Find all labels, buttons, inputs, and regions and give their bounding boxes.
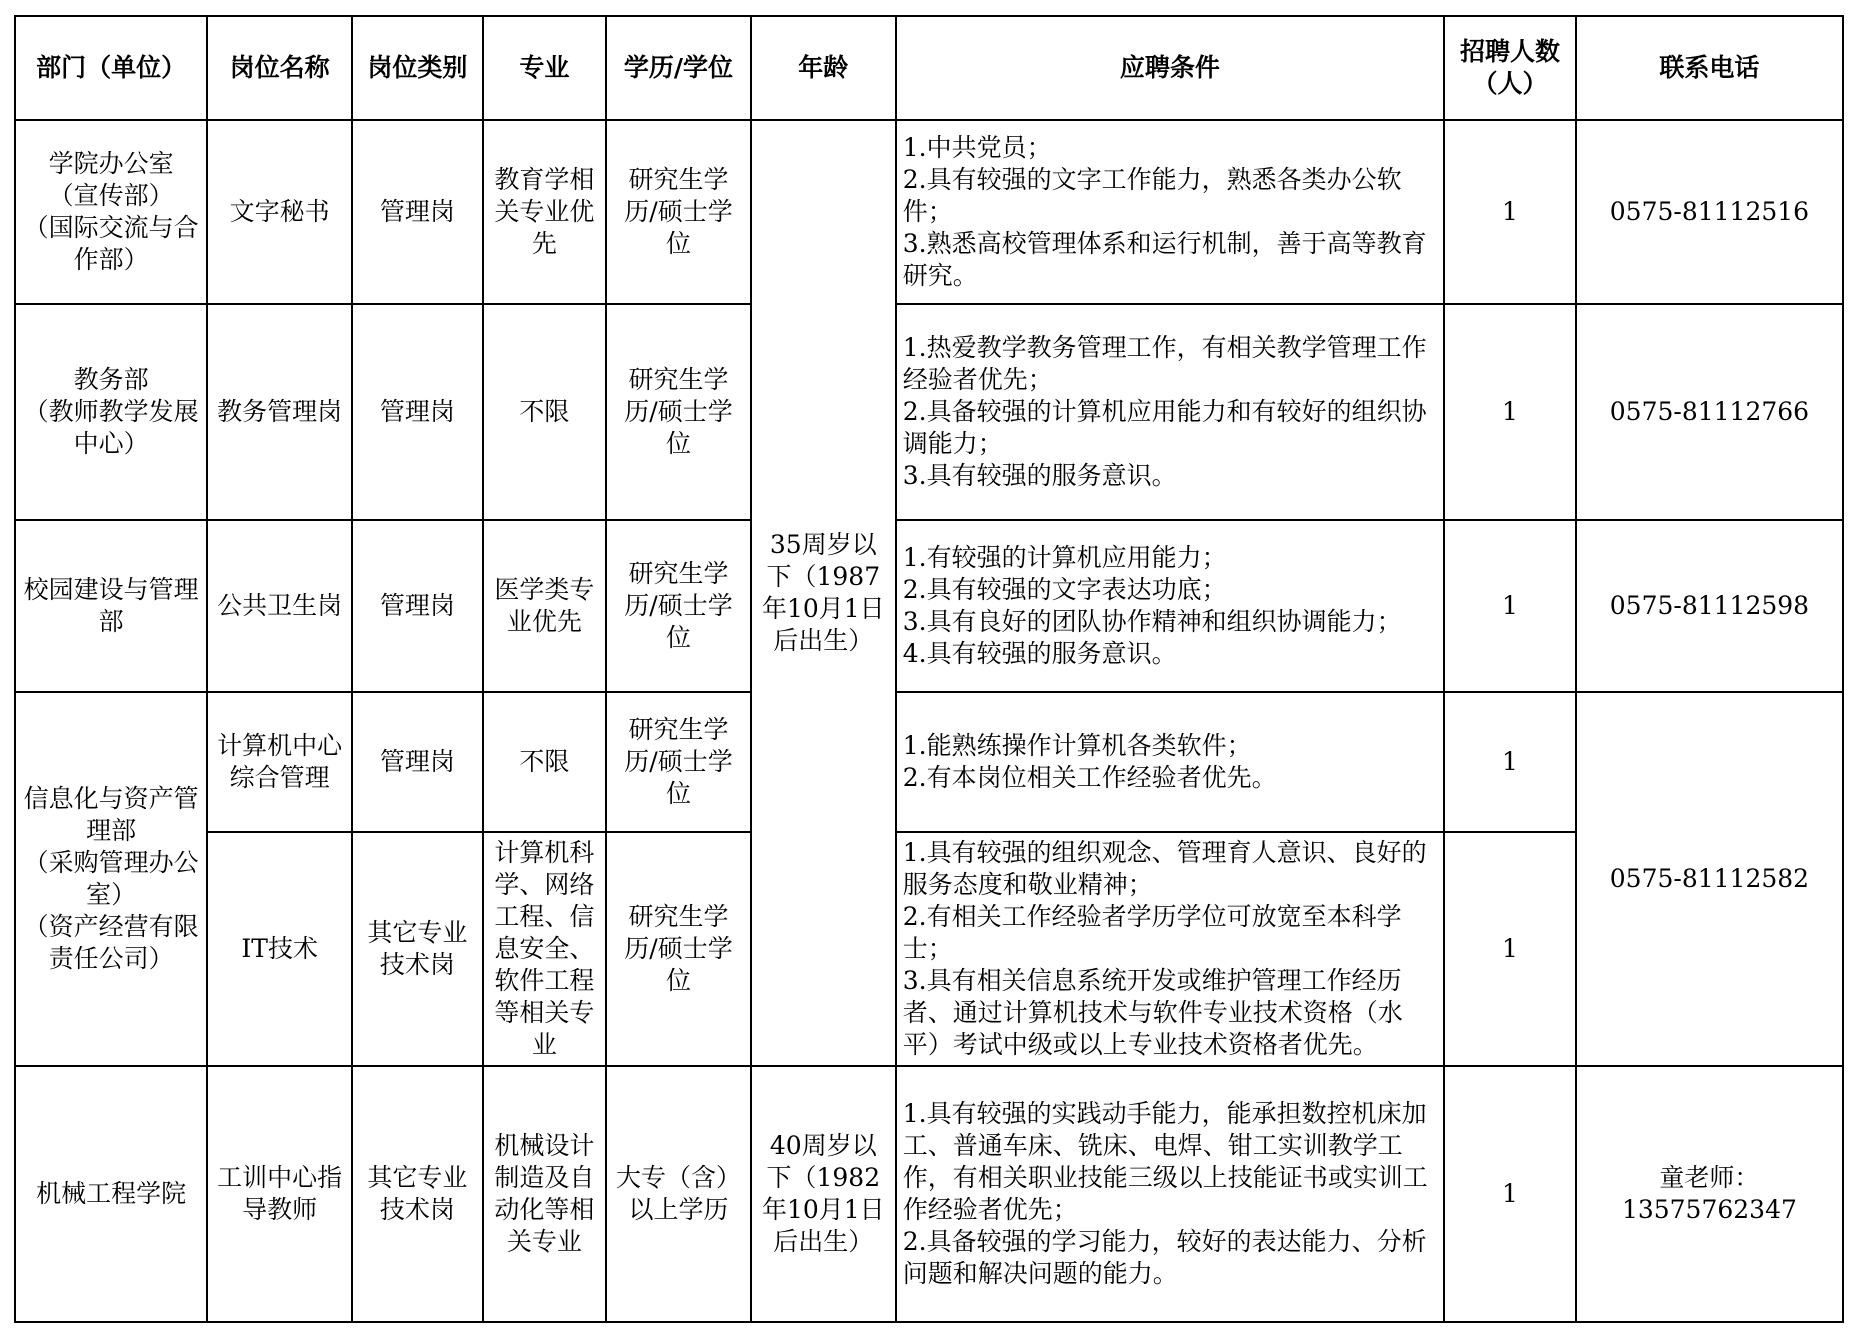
phone-cell: 0575-81112516 — [1576, 120, 1843, 304]
header-conditions: 应聘条件 — [896, 16, 1444, 120]
header-degree: 学历/学位 — [606, 16, 751, 120]
conditions-cell: 1.能熟练操作计算机各类软件； 2.有本岗位相关工作经验者优先。 — [896, 692, 1444, 832]
major-cell: 不限 — [483, 692, 606, 832]
age-cell: 40周岁以下（1982年10月1日后出生） — [751, 1066, 896, 1322]
category-cell: 其它专业技术岗 — [352, 1066, 483, 1322]
degree-cell: 研究生学历/硕士学位 — [606, 120, 751, 304]
header-count: 招聘人数 （人） — [1444, 16, 1576, 120]
degree-cell: 研究生学历/硕士学位 — [606, 692, 751, 832]
category-cell: 管理岗 — [352, 304, 483, 520]
header-major: 专业 — [483, 16, 606, 120]
header-position: 岗位名称 — [207, 16, 352, 120]
phone-cell: 0575-81112766 — [1576, 304, 1843, 520]
table-row — [15, 520, 1843, 692]
degree-cell: 研究生学历/硕士学位 — [606, 304, 751, 520]
major-cell: 教育学相关专业优先 — [483, 120, 606, 304]
position-cell: 公共卫生岗 — [207, 520, 352, 692]
dept-cell: 信息化与资产管理部 （采购管理办公室） （资产经营有限责任公司） — [15, 692, 207, 1066]
count-cell: 1 — [1444, 1066, 1576, 1322]
count-cell: 1 — [1444, 120, 1576, 304]
major-cell: 计算机科学、网络工程、信息安全、软件工程等相关专业 — [483, 832, 606, 1066]
conditions-cell: 1.具有较强的组织观念、管理育人意识、良好的服务态度和敬业精神； 2.有相关工作经验者学历学位可放宽至本科学士； 3.具有相关信息系统开发或维护管理工作经历者、通过计算机技术与软件专业技术资格（水平）考试中级或以上专业技术资格者优先。 — [896, 832, 1444, 1066]
count-cell: 1 — [1444, 692, 1576, 832]
table-row — [15, 120, 1843, 304]
conditions-cell: 1.具有较强的实践动手能力，能承担数控机床加工、普通车床、铣床、电焊、钳工实训教学工作，有相关职业技能三级以上技能证书或实训工作经验者优先； 2.具备较强的学习能力，较好的表达能力、分析问题和解决问题的能力。 — [896, 1066, 1444, 1322]
major-cell: 不限 — [483, 304, 606, 520]
major-cell: 机械设计制造及自动化等相关专业 — [483, 1066, 606, 1322]
category-cell: 管理岗 — [352, 692, 483, 832]
table-row — [15, 1066, 1843, 1322]
phone-cell: 童老师： 13575762347 — [1576, 1066, 1843, 1322]
category-cell: 管理岗 — [352, 120, 483, 304]
header-age: 年龄 — [751, 16, 896, 120]
header-phone: 联系电话 — [1576, 16, 1843, 120]
recruitment-table — [14, 15, 1844, 1323]
conditions-cell: 1.热爱教学教务管理工作，有相关教学管理工作经验者优先； 2.具备较强的计算机应用能力和有较好的组织协调能力； 3.具有较强的服务意识。 — [896, 304, 1444, 520]
position-cell: 计算机中心综合管理 — [207, 692, 352, 832]
dept-cell: 机械工程学院 — [15, 1066, 207, 1322]
header-row — [15, 16, 1843, 120]
phone-cell: 0575-81112598 — [1576, 520, 1843, 692]
dept-cell: 学院办公室 （宣传部） （国际交流与合作部） — [15, 120, 207, 304]
category-cell: 其它专业技术岗 — [352, 832, 483, 1066]
dept-cell: 教务部 （教师教学发展中心） — [15, 304, 207, 520]
table-row — [15, 692, 1843, 832]
position-cell: 教务管理岗 — [207, 304, 352, 520]
dept-cell: 校园建设与管理部 — [15, 520, 207, 692]
count-cell: 1 — [1444, 832, 1576, 1066]
table-row — [15, 304, 1843, 520]
degree-cell: 大专（含）以上学历 — [606, 1066, 751, 1322]
category-cell: 管理岗 — [352, 520, 483, 692]
table-row — [15, 832, 1843, 1066]
header-category: 岗位类别 — [352, 16, 483, 120]
phone-cell: 0575-81112582 — [1576, 692, 1843, 1066]
header-dept: 部门（单位） — [15, 16, 207, 120]
degree-cell: 研究生学历/硕士学位 — [606, 520, 751, 692]
conditions-cell: 1.有较强的计算机应用能力； 2.具有较强的文字表达功底； 3.具有良好的团队协作精神和组织协调能力； 4.具有较强的服务意识。 — [896, 520, 1444, 692]
position-cell: 工训中心指导教师 — [207, 1066, 352, 1322]
age-cell: 35周岁以下（1987年10月1日后出生） — [751, 120, 896, 1066]
major-cell: 医学类专业优先 — [483, 520, 606, 692]
count-cell: 1 — [1444, 304, 1576, 520]
position-cell: 文字秘书 — [207, 120, 352, 304]
position-cell: IT技术 — [207, 832, 352, 1066]
degree-cell: 研究生学历/硕士学位 — [606, 832, 751, 1066]
conditions-cell: 1.中共党员； 2.具有较强的文字工作能力，熟悉各类办公软件； 3.熟悉高校管理体系和运行机制，善于高等教育研究。 — [896, 120, 1444, 304]
count-cell: 1 — [1444, 520, 1576, 692]
